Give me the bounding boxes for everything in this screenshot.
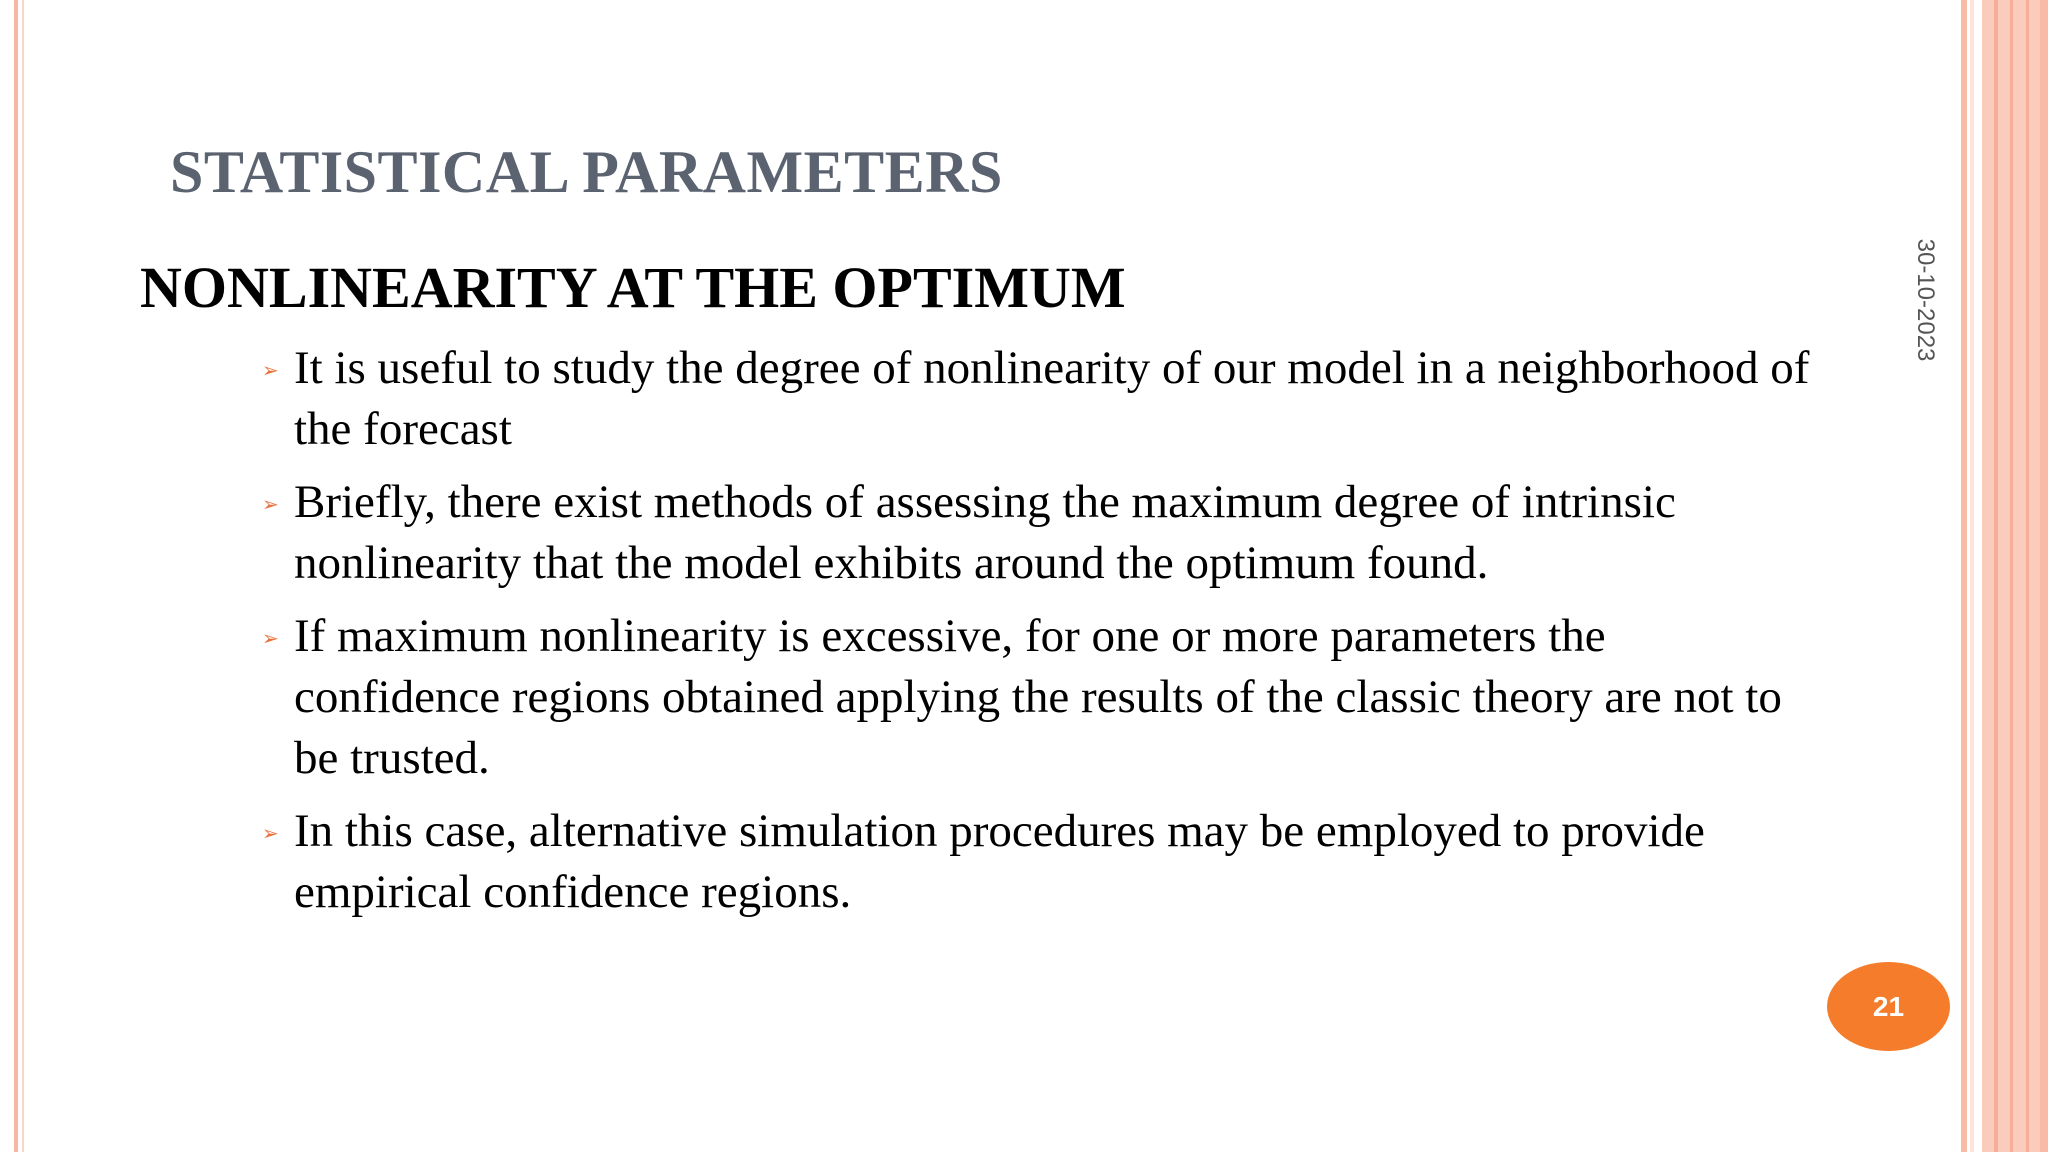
slide-subtitle: NONLINEARITY AT THE OPTIMUM <box>140 255 1126 320</box>
left-border-line <box>14 0 18 1152</box>
right-border-stripe <box>1994 0 1998 1152</box>
bullet-item <box>262 472 1822 594</box>
bullet-text: Briefly, there exist methods of assessing the maximum degree of intrinsic nonlinearity that the model exhibits around the optimum found. <box>294 476 1676 589</box>
bullet-text: It is useful to study the degree of nonlinearity of our model in a neighborhood of the forecast <box>294 342 1810 455</box>
bullet-item <box>262 606 1822 789</box>
right-border-stripe <box>2040 0 2048 1152</box>
page-number-badge <box>1827 962 1950 1051</box>
page-number: 21 <box>1872 990 1905 1022</box>
right-border-band <box>1982 0 2048 1152</box>
bullet-text: In this case, alternative simulation procedures may be employed to provide empirical confidence regions. <box>294 805 1705 918</box>
right-border-stripe <box>1970 0 1974 1152</box>
arrowhead-bullet-icon: ➢ <box>262 821 279 845</box>
arrowhead-bullet-icon: ➢ <box>262 492 279 516</box>
bullet-list <box>262 338 1822 935</box>
slide-date: 30-10-2023 <box>1912 238 1939 362</box>
slide-title: STATISTICAL PARAMETERS <box>170 139 1003 205</box>
left-border-line-inner <box>22 0 24 1152</box>
right-border-stripe <box>1961 0 1967 1152</box>
bullet-text: If maximum nonlinearity is excessive, for one or more parameters the confidence regions obtained applying the results of the classic theory are not to be trusted. <box>294 610 1782 784</box>
bullet-item <box>262 801 1822 923</box>
arrowhead-bullet-icon: ➢ <box>262 358 279 382</box>
bullet-item <box>262 338 1822 460</box>
right-border-stripe <box>2010 0 2013 1152</box>
arrowhead-bullet-icon: ➢ <box>262 626 279 650</box>
right-border-stripe <box>2026 0 2029 1152</box>
